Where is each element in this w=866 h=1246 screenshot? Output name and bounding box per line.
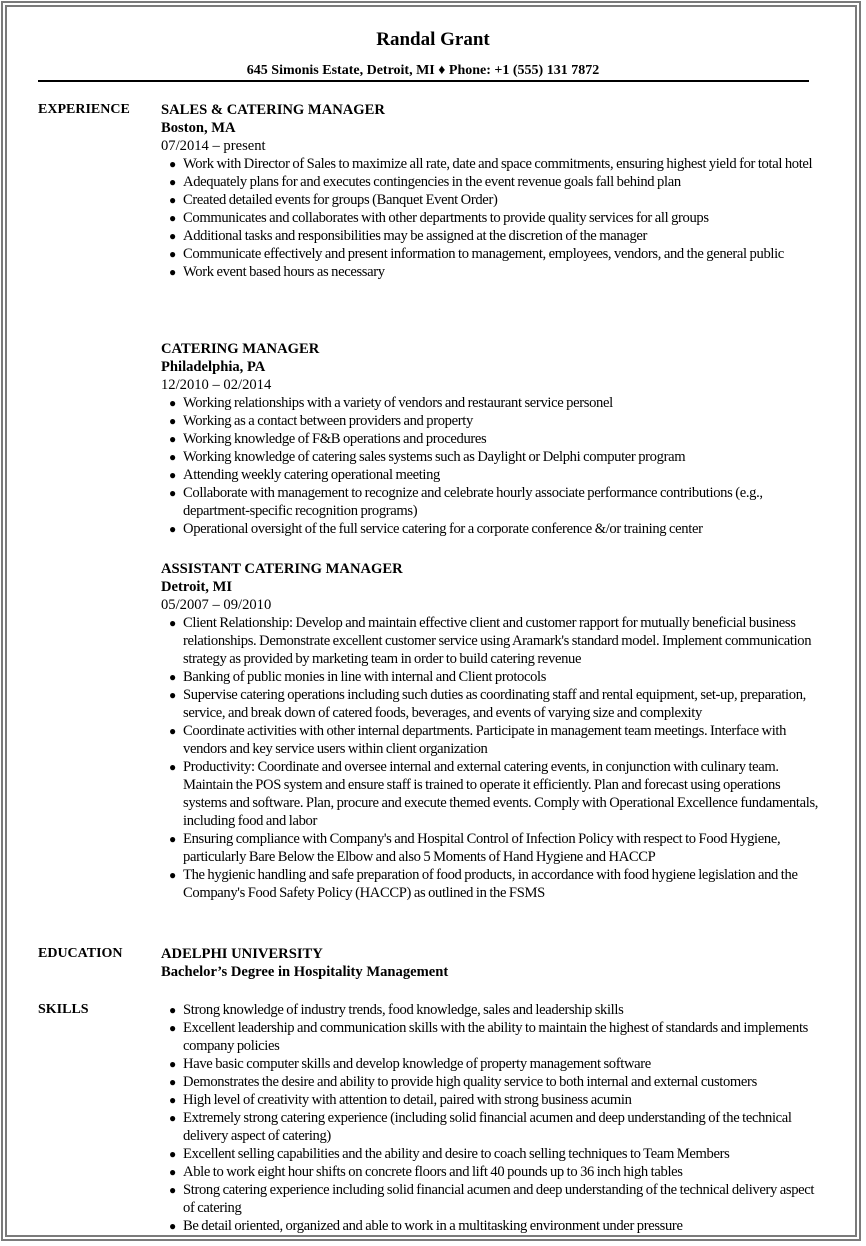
bullet-icon: ● xyxy=(169,1021,177,1035)
bullet-icon: ● xyxy=(169,175,177,189)
job-entry xyxy=(161,560,821,902)
bullet-icon: ● xyxy=(169,1057,177,1071)
list-item: ● Attending weekly catering operational meeting xyxy=(169,467,441,483)
bullet-icon: ● xyxy=(169,247,177,261)
list-item: ● Additional tasks and responsibilities may be assigned at the discretion of the manager xyxy=(169,228,648,244)
contact-line: 645 Simonis Estate, Detroit, MI ♦ Phone: +1 (555) 131 7872 xyxy=(246,63,600,78)
list-item: ● Productivity: Coordinate and oversee internal and external catering events, in conjunction with culinary team. Maintain the POS system and ensure staff is trained to operate it efficiently. Plan and forecast using operations systems and software. Plan, procure and execute themed events. Comply with Operational Excellence fundamentals, including food and labor xyxy=(169,759,819,829)
bullet-icon: ● xyxy=(169,486,177,500)
education-entry xyxy=(161,945,821,981)
list-item: ● Working as a contact between providers and property xyxy=(169,413,473,429)
bullet-icon: ● xyxy=(169,211,177,225)
bullet-icon: ● xyxy=(169,670,177,684)
list-item: ● Working knowledge of F&B operations and procedures xyxy=(169,431,487,447)
list-item: ● Be detail oriented, organized and able to work in a multitasking environment under pressure xyxy=(169,1218,683,1234)
skills-bullets xyxy=(161,1001,821,1235)
list-item: ● Strong knowledge of industry trends, food knowledge, sales and leadership skills xyxy=(169,1002,624,1018)
list-item: ● Work with Director of Sales to maximize all rate, date and space commitments, ensuring highest yield for total hotel xyxy=(169,156,813,172)
bullet-icon: ● xyxy=(169,1075,177,1089)
degree: Bachelor’s Degree in Hospitality Management xyxy=(161,964,449,980)
bullet-icon: ● xyxy=(169,1003,177,1017)
job-dates: 05/2007 – 09/2010 xyxy=(161,597,272,613)
header-divider xyxy=(38,80,809,82)
job-entry xyxy=(161,101,821,281)
list-item: ● Working relationships with a variety of vendors and restaurant service personel xyxy=(169,395,613,411)
job-bullets xyxy=(161,614,821,902)
bullet-icon: ● xyxy=(169,157,177,171)
bullet-icon: ● xyxy=(169,1147,177,1161)
list-item: ● Communicates and collaborates with other departments to provide quality services for all groups xyxy=(169,210,709,226)
bullet-icon: ● xyxy=(169,432,177,446)
list-item: ● Collaborate with management to recognize and celebrate hourly associate performance contributions (e.g., department-specific recognition programs) xyxy=(169,485,763,519)
list-item: ● Excellent selling capabilities and the ability and desire to coach selling techniques to Team Members xyxy=(169,1146,730,1162)
job-dates: 07/2014 – present xyxy=(161,138,266,154)
bullet-icon: ● xyxy=(169,868,177,882)
bullet-icon: ● xyxy=(169,468,177,482)
bullet-icon: ● xyxy=(169,450,177,464)
bullet-icon: ● xyxy=(169,724,177,738)
job-location: Boston, MA xyxy=(161,120,236,136)
job-bullets xyxy=(161,155,821,281)
list-item: ● Have basic computer skills and develop knowledge of property management software xyxy=(169,1056,651,1072)
list-item: ● Operational oversight of the full service catering for a corporate conference &/or training center xyxy=(169,521,703,537)
list-item: ● Strong catering experience including solid financial acumen and deep understanding of the technical delivery aspect of catering xyxy=(169,1182,815,1216)
candidate-name: Randal Grant xyxy=(376,29,490,50)
bullet-icon: ● xyxy=(169,1165,177,1179)
bullet-icon: ● xyxy=(169,1093,177,1107)
list-item: ● Ensuring compliance with Company's and Hospital Control of Infection Policy with respect to Food Hygiene, particularly Bare Below the Elbow and also 5 Moments of Hand Hygiene and HACCP xyxy=(169,831,781,865)
list-item: ● Working knowledge of catering sales systems such as Daylight or Delphi computer program xyxy=(169,449,686,465)
list-item: ● Banking of public monies in line with internal and Client protocols xyxy=(169,669,547,685)
list-item: ● Able to work eight hour shifts on concrete floors and lift 40 pounds up to 36 inch high tables xyxy=(169,1164,683,1180)
job-dates: 12/2010 – 02/2014 xyxy=(161,377,272,393)
job-title: SALES & CATERING MANAGER xyxy=(161,102,385,118)
list-item: ● Demonstrates the desire and ability to provide high quality service to both internal and external customers xyxy=(169,1074,757,1090)
job-bullets xyxy=(161,394,821,538)
bullet-icon: ● xyxy=(169,616,177,630)
list-item: ● Extremely strong catering experience (including solid financial acumen and deep understanding of the technical delivery aspect of catering) xyxy=(169,1110,792,1144)
bullet-icon: ● xyxy=(169,193,177,207)
list-item: ● Created detailed events for groups (Banquet Event Order) xyxy=(169,192,498,208)
bullet-icon: ● xyxy=(169,760,177,774)
bullet-icon: ● xyxy=(169,414,177,428)
section-label-experience: EXPERIENCE xyxy=(38,102,130,117)
school-name: ADELPHI UNIVERSITY xyxy=(161,946,323,962)
bullet-icon: ● xyxy=(169,265,177,279)
bullet-icon: ● xyxy=(169,1111,177,1125)
bullet-icon: ● xyxy=(169,832,177,846)
section-label-skills: SKILLS xyxy=(38,1002,89,1017)
bullet-icon: ● xyxy=(169,1183,177,1197)
list-item: ● Coordinate activities with other internal departments. Participate in management team meetings. Interface with vendors and key service users within client organization xyxy=(169,723,787,757)
section-label-education: EDUCATION xyxy=(38,946,123,961)
list-item: ● Excellent leadership and communication skills with the ability to maintain the highest of standards and implements company policies xyxy=(169,1020,808,1054)
job-title: ASSISTANT CATERING MANAGER xyxy=(161,561,403,577)
job-title: CATERING MANAGER xyxy=(161,341,320,357)
job-entry xyxy=(161,340,821,538)
bullet-icon: ● xyxy=(169,1219,177,1233)
job-location: Detroit, MI xyxy=(161,579,233,595)
list-item: ● Communicate effectively and present information to management, employees, vendors, and the general public xyxy=(169,246,784,262)
list-item: ● Client Relationship: Develop and maintain effective client and customer rapport for mutually beneficial business relationships. Demonstrate excellent customer service using Aramark's standard model. Implement communication strategy as provided by marketing team in order to build catering revenue xyxy=(169,615,812,667)
bullet-icon: ● xyxy=(169,396,177,410)
bullet-icon: ● xyxy=(169,688,177,702)
bullet-icon: ● xyxy=(169,229,177,243)
bullet-icon: ● xyxy=(169,522,177,536)
list-item: ● High level of creativity with attention to detail, paired with strong business acumin xyxy=(169,1092,632,1108)
skills-list xyxy=(161,1001,821,1235)
list-item: ● Supervise catering operations including such duties as coordinating staff and rental equipment, set-up, preparation, service, and break down of catered foods, beverages, and events of varying size and complexity xyxy=(169,687,806,721)
list-item: ● Work event based hours as necessary xyxy=(169,264,385,280)
list-item: ● The hygienic handling and safe preparation of food products, in accordance with food hygiene legislation and the Company's Food Safety Policy (HACCP) as outlined in the FSMS xyxy=(169,867,798,901)
job-location: Philadelphia, PA xyxy=(161,359,266,375)
list-item: ● Adequately plans for and executes contingencies in the event revenue goals fall behind plan xyxy=(169,174,681,190)
